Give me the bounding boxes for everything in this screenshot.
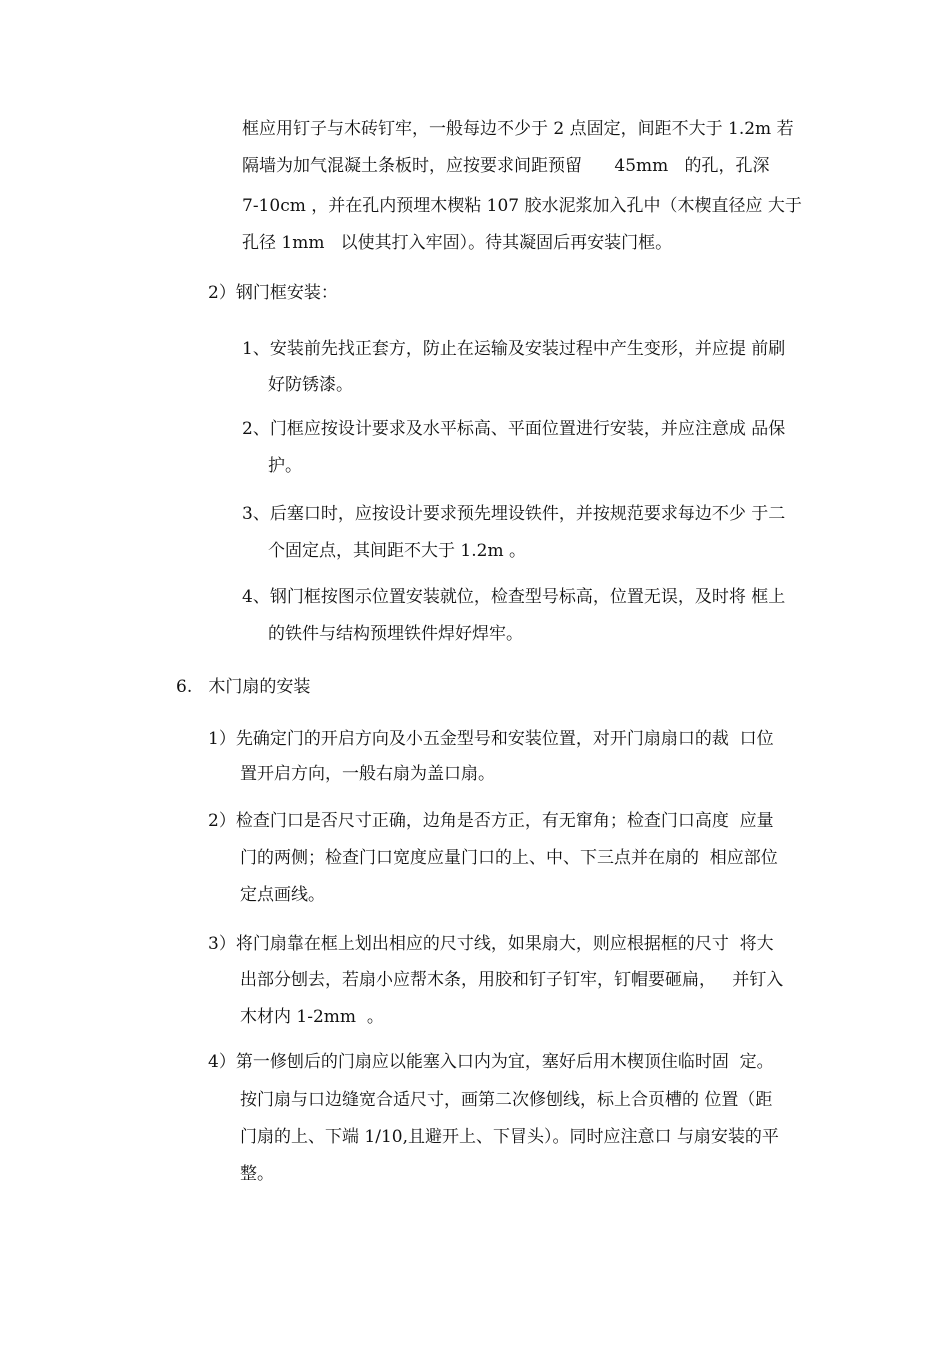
steel-item-2-line-2: 护。: [268, 456, 302, 476]
s6-item-3-line-1: 3）将门扇靠在框上划出相应的尺寸线，如果扇大，则应根据框的尺寸 将大: [208, 934, 774, 954]
s6-item-2-line-1: 2）检查门口是否尺寸正确，边角是否方正，有无窜角；检查门口高度 应量: [208, 811, 774, 831]
s6-item-3-line-2: 出部分刨去，若扇小应帮木条，用胶和钉子钉牢，钉帽要砸扁， 并钉入: [240, 970, 784, 990]
s6-item-1-line-2: 置开启方向，一般右扇为盖口扇。: [240, 764, 495, 784]
steel-item-4-line-2: 的铁件与结构预埋铁件焊好焊牢。: [268, 624, 523, 644]
steel-item-1-line-2: 好防锈漆。: [268, 375, 353, 395]
steel-item-3-line-2: 个固定点，其间距不大于 1.2m 。: [268, 541, 526, 561]
steel-item-2-line-1: 2、门框应按设计要求及水平标高、平面位置进行安装，并应注意成 品保: [242, 419, 786, 439]
steel-item-4-line-1: 4、钢门框按图示位置安装就位，检查型号标高，位置无误，及时将 框上: [242, 587, 786, 607]
section-6-heading: 6. 木门扇的安装: [176, 677, 311, 697]
s6-item-1-line-1: 1）先确定门的开启方向及小五金型号和安装位置，对开门扇扇口的裁 口位: [208, 729, 774, 749]
s6-item-2-line-3: 定点画线。: [240, 885, 325, 905]
steel-item-3-line-1: 3、后塞口时，应按设计要求预先埋设铁件，并按规范要求每边不少 于二: [242, 504, 786, 524]
s6-item-4-line-1: 4）第一修刨后的门扇应以能塞入口内为宜，塞好后用木楔顶住临时固 定。: [208, 1052, 774, 1072]
s6-item-4-line-3: 门扇的上、下端 1/10,且避开上、下冒头）。同时应注意口 与扇安装的平: [240, 1127, 779, 1147]
intro-line-3: 7-10cm ，并在孔内预埋木楔粘 107 胶水泥浆加入孔中（木楔直径应 大于: [242, 196, 802, 216]
steel-frame-heading: 2）钢门框安装：: [208, 283, 338, 303]
intro-line-2: 隔墙为加气混凝土条板时，应按要求间距预留 45mm 的孔，孔深: [242, 156, 770, 176]
intro-line-1: 框应用钉子与木砖钉牢，一般每边不少于 2 点固定，间距不大于 1.2m 若: [242, 119, 794, 139]
s6-item-3-line-3: 木材内 1-2mm 。: [240, 1007, 384, 1027]
steel-item-1-line-1: 1、安装前先找正套方，防止在运输及安装过程中产生变形，并应提 前刷: [242, 339, 786, 359]
s6-item-4-line-2: 按门扇与口边缝宽合适尺寸，画第二次修刨线，标上合页槽的 位置（距: [240, 1090, 773, 1110]
intro-line-4: 孔径 1mm 以使其打入牢固）。待其凝固后再安装门框。: [242, 233, 673, 253]
s6-item-2-line-2: 门的两侧；检查门口宽度应量门口的上、中、下三点并在扇的 相应部位: [240, 848, 778, 868]
s6-item-4-line-4: 整。: [240, 1164, 274, 1184]
